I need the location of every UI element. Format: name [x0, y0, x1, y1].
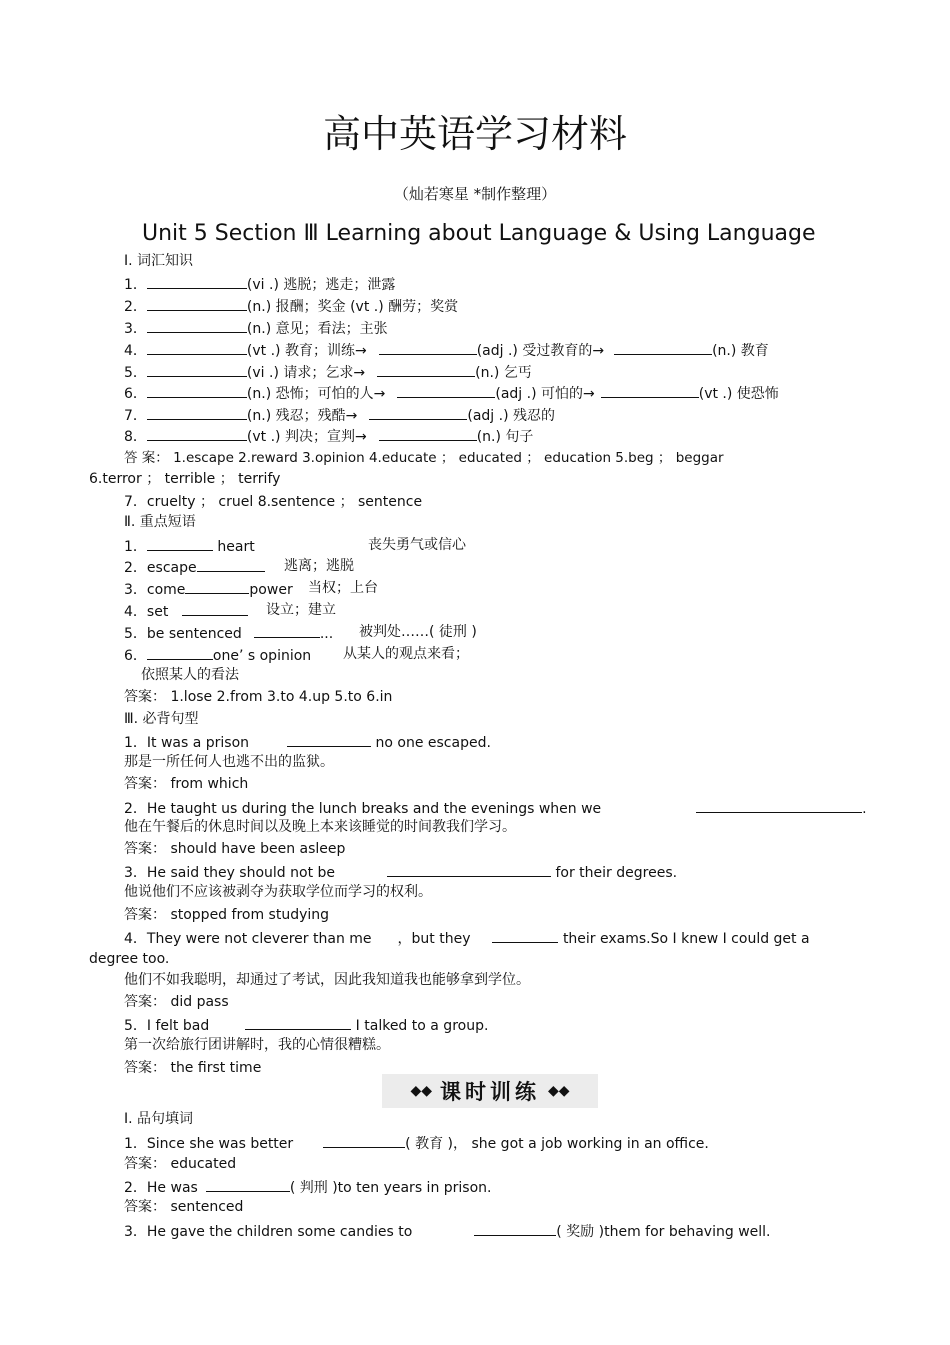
practice-item: [124, 1177, 492, 1197]
item-text: ，but they: [397, 931, 471, 947]
item-text: their exams.So I knew I could get a: [562, 931, 810, 947]
section-heading-sentences: Ⅲ. 必背句型: [124, 711, 199, 727]
item-number: 5．: [124, 365, 147, 381]
item-text: (n.) 恐怖；可怕的人→: [246, 386, 386, 402]
answer-key: 答案： educated: [124, 1156, 237, 1172]
item-text: (n.) 残忍；残酷→: [246, 408, 358, 424]
item-text: for their degrees.: [555, 865, 678, 881]
answer-blank[interactable]: [369, 405, 467, 420]
answer-blank[interactable]: [147, 296, 247, 311]
item-text: ( 判刑 )to ten years in prison.: [289, 1180, 492, 1196]
sentence-item: [124, 798, 867, 818]
item-text: (n.) 报酬；奖金 (vt .) 酬劳；奖赏: [246, 299, 459, 315]
phrase-meaning: 设立；建立: [266, 602, 336, 618]
answer-blank[interactable]: [254, 623, 320, 638]
answer-key: 答案： did pass: [124, 994, 229, 1010]
answer-blank[interactable]: [197, 557, 265, 572]
answer-blank[interactable]: [474, 1221, 556, 1236]
answer-blank[interactable]: [147, 362, 247, 377]
phrase-meaning: 依照某人的看法: [141, 667, 239, 683]
vocab-item: [124, 362, 532, 382]
page-title: 高中英语学习材料: [322, 112, 627, 156]
item-number: 1．: [124, 539, 147, 555]
item-number: 6．: [124, 648, 147, 664]
answer-blank[interactable]: [323, 1133, 405, 1148]
answer-blank[interactable]: [397, 383, 495, 398]
item-text: 5．be sentenced: [124, 626, 242, 642]
item-number: 3．: [124, 321, 147, 337]
item-text: ( 教育 )， she got a job working in an office.: [405, 1136, 709, 1152]
item-text: (n.) 意见；看法；主张: [246, 321, 388, 337]
item-text: (adj .) 受过教育的→: [476, 343, 605, 359]
answer-blank[interactable]: [377, 362, 475, 377]
item-text: 4．set: [124, 604, 169, 620]
answer-key: 答案： stopped from studying: [124, 907, 330, 923]
banner-title: 课时训练: [440, 1080, 540, 1104]
answer-blank[interactable]: [387, 862, 551, 877]
vocab-item: [124, 274, 395, 294]
sentence-item: [124, 732, 491, 752]
item-text: (n.) 教育: [712, 343, 769, 359]
phrase-meaning: 被判处……( 徒刑 ): [359, 624, 477, 640]
phrase-meaning: 丧失勇气或信心: [368, 537, 466, 553]
page-subtitle: （灿若寒星 *制作整理）: [393, 185, 557, 203]
answer-blank[interactable]: [379, 426, 477, 441]
practice-item: [124, 1221, 770, 1241]
answer-key: 答案： should have been asleep: [124, 841, 346, 857]
sentence-item: [124, 862, 677, 882]
item-text: 2．escape: [124, 560, 197, 576]
item-text: 2．He was: [124, 1180, 198, 1196]
sentence-translation: 他说他们不应该被剥夺为获取学位而学习的权利。: [124, 884, 432, 900]
answer-blank[interactable]: [182, 601, 248, 616]
phrase-meaning: 从某人的观点来看；: [343, 646, 469, 662]
answer-key: 答案： 1.lose 2.from 3.to 4.up 5.to 6.in: [124, 689, 393, 705]
unit-title: Unit 5 Section Ⅲ Learning about Language & Using Language: [142, 221, 816, 246]
item-text: 4．They were not cleverer than me: [124, 931, 372, 947]
item-text: (vi .) 请求；乞求→: [246, 365, 366, 381]
answer-key: 答案： the first time: [124, 1060, 262, 1076]
item-text: 3．He gave the children some candies to: [124, 1224, 413, 1240]
phrase-item: [124, 579, 293, 599]
answer-blank[interactable]: [206, 1177, 290, 1192]
item-text: (adj .) 残忍的: [467, 408, 555, 424]
answer-key: 6.terror ； terrible ； terrify: [89, 471, 281, 487]
item-text: (adj .) 可怕的→: [495, 386, 595, 402]
item-text: ...: [319, 626, 334, 642]
answer-key: 7．cruelty ； cruel 8.sentence ； sentence: [124, 494, 423, 510]
answer-key: 答案： from which: [124, 776, 249, 792]
item-text: one’ s opinion: [212, 648, 312, 664]
item-number: 6．: [124, 386, 147, 402]
item-text: (vi .) 逃脱；逃走；泄露: [246, 277, 396, 293]
vocab-item: [124, 318, 388, 338]
answer-blank[interactable]: [147, 536, 213, 551]
answer-blank[interactable]: [614, 340, 712, 355]
vocab-item: [124, 296, 458, 316]
sentence-item: [124, 928, 810, 948]
item-text: (vt .) 使恐怖: [698, 386, 779, 402]
item-number: 4．: [124, 343, 147, 359]
sentence-continuation: degree too.: [89, 951, 170, 967]
answer-blank[interactable]: [147, 426, 247, 441]
phrase-item: [124, 601, 248, 621]
diamond-left-icon: ◆◆: [410, 1083, 432, 1099]
diamond-right-icon: ◆◆: [548, 1083, 570, 1099]
item-text: no one escaped.: [375, 735, 491, 751]
answer-blank[interactable]: [147, 340, 247, 355]
vocab-item: [124, 340, 769, 360]
answer-key: 答 案： 1.escape 2.reward 3.opinion 4.educate ； educated ； education 5.beg ； beggar: [124, 450, 724, 466]
item-text: I talked to a group.: [355, 1018, 489, 1034]
section-heading-practice: Ⅰ. 品句填词: [124, 1111, 194, 1127]
phrase-item: [124, 557, 265, 577]
item-text: (n.) 乞丐: [475, 365, 532, 381]
answer-blank[interactable]: [492, 928, 558, 943]
item-number: 8．: [124, 429, 147, 445]
item-text: power: [249, 582, 293, 598]
answer-blank[interactable]: [379, 340, 477, 355]
answer-blank[interactable]: [245, 1015, 351, 1030]
phrase-item: [124, 623, 333, 643]
answer-blank[interactable]: [287, 732, 371, 747]
item-text: (n.) 句子: [476, 429, 534, 445]
item-text: 1．Since she was better: [124, 1136, 294, 1152]
section-heading-phrases: Ⅱ. 重点短语: [124, 514, 196, 530]
sentence-translation: 第一次给旅行团讲解时，我的心情很糟糕。: [124, 1037, 390, 1053]
item-text: 5．I felt bad: [124, 1018, 210, 1034]
sentence-translation: 那是一所任何人也逃不出的监狱。: [124, 754, 334, 770]
item-text: heart: [212, 539, 255, 555]
item-text: ( 奖励 )them for behaving well.: [556, 1224, 771, 1240]
item-text: 3．He said they should not be: [124, 865, 336, 881]
section-heading-vocabulary: Ⅰ. 词汇知识: [124, 253, 194, 269]
practice-item: [124, 1133, 709, 1153]
item-text: (vt .) 判决；宣判→: [246, 429, 367, 445]
sentence-item: [124, 1015, 488, 1035]
phrase-meaning: 当权；上台: [308, 580, 378, 596]
sentence-translation: 他在午餐后的休息时间以及晚上本来该睡觉的时间教我们学习。: [124, 819, 516, 835]
sentence-translation: 他们不如我聪明，却通过了考试，因此我知道我也能够拿到学位。: [124, 972, 530, 988]
phrase-item: [124, 536, 255, 556]
answer-blank[interactable]: [601, 383, 699, 398]
item-text: 1．It was a prison: [124, 735, 250, 751]
practice-banner: [382, 1074, 598, 1108]
item-text: (vt .) 教育；训练→: [246, 343, 367, 359]
item-number: 7．: [124, 408, 147, 424]
answer-key: 答案： sentenced: [124, 1199, 244, 1215]
vocab-item: [124, 405, 555, 425]
phrase-meaning: 逃离；逃脱: [284, 558, 354, 574]
vocab-item: [124, 426, 533, 446]
answer-blank[interactable]: [147, 318, 247, 333]
vocab-item: [124, 383, 779, 403]
answer-blank[interactable]: [147, 405, 247, 420]
answer-blank[interactable]: [147, 645, 213, 660]
item-text: 3．come: [124, 582, 186, 598]
item-number: 1．: [124, 277, 147, 293]
item-number: 2．: [124, 299, 147, 315]
answer-blank[interactable]: [147, 383, 247, 398]
phrase-item: [124, 645, 311, 665]
answer-blank[interactable]: [147, 274, 247, 289]
item-text: .: [862, 801, 867, 817]
item-text: 2．He taught us during the lunch breaks and the evenings when we: [124, 801, 602, 817]
answer-blank[interactable]: [185, 579, 249, 594]
answer-blank[interactable]: [696, 798, 862, 813]
